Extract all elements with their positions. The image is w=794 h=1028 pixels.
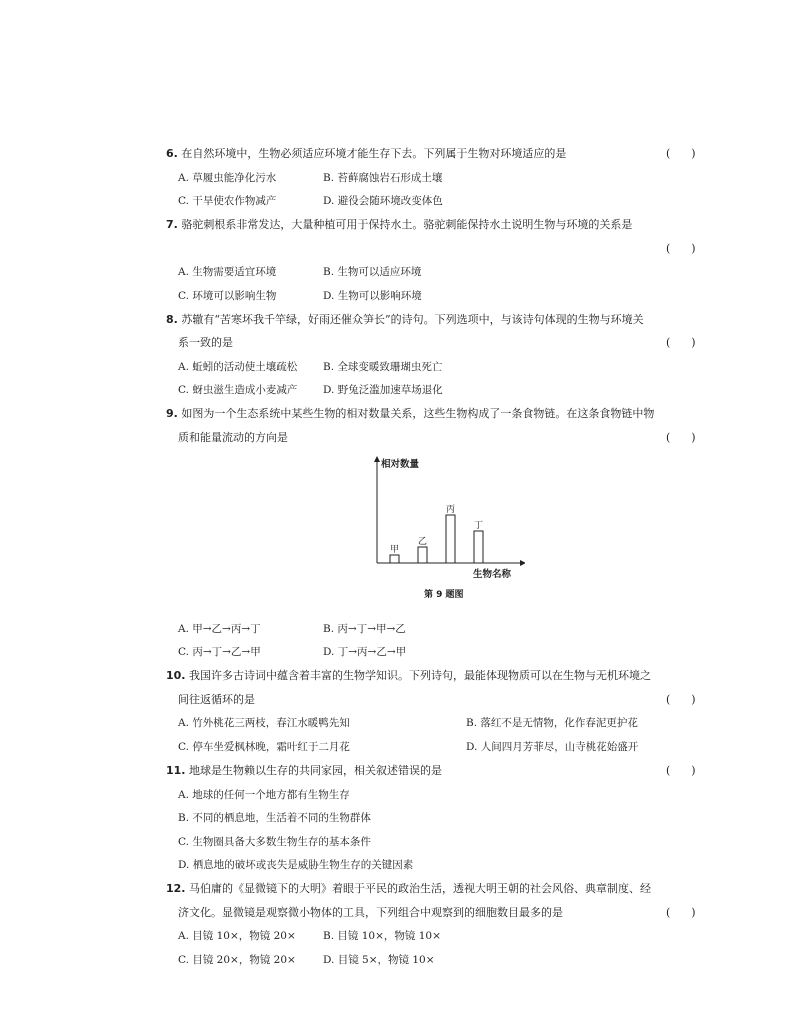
- question-7-stem: [166, 218, 632, 232]
- question-text-continued: 济文化。显微镜是观察微小物体的工具，下列组合中观察到的细胞数目最多的是: [178, 906, 563, 919]
- answer-bracket[interactable]: ( ): [666, 147, 696, 160]
- bar-label: 丙: [445, 505, 456, 515]
- x-axis-label: 生物名称: [473, 569, 512, 580]
- answer-bracket[interactable]: ( ): [666, 431, 696, 444]
- option-a[interactable]: A. 竹外桃花三两枝，春江水暖鸭先知: [178, 717, 350, 729]
- question-6-stem: [166, 147, 566, 161]
- option-b[interactable]: B. 苔藓腐蚀岩石形成土壤: [323, 172, 443, 184]
- option-a[interactable]: A. 目镜 10×，物镜 20×: [178, 930, 296, 942]
- question-text: 在自然环境中，生物必须适应环境才能生存下去。下列属于生物对环境适应的是: [181, 147, 567, 160]
- answer-bracket[interactable]: ( ): [666, 764, 696, 777]
- figure-caption: 第 9 题图: [424, 590, 464, 600]
- question-number: 10.: [166, 669, 186, 682]
- option-b[interactable]: B. 丙→丁→甲→乙: [323, 623, 406, 635]
- question-8-stem: [166, 313, 644, 327]
- option-d[interactable]: D. 野兔泛滥加速草场退化: [323, 384, 443, 396]
- option-a[interactable]: A. 地球的任何一个地方都有生物生存: [178, 789, 350, 801]
- option-c[interactable]: C. 生物圈具备大多数生物生存的基本条件: [178, 836, 371, 848]
- answer-bracket[interactable]: ( ): [666, 336, 696, 349]
- bar-2: [446, 515, 455, 563]
- answer-bracket[interactable]: ( ): [666, 242, 696, 255]
- question-number: 9.: [166, 407, 178, 420]
- option-c[interactable]: C. 停车坐爱枫林晚，霜叶红于二月花: [178, 741, 350, 753]
- option-b[interactable]: B. 落红不是无情物，化作春泥更护花: [466, 717, 638, 729]
- question-number: 7.: [166, 218, 178, 231]
- option-a[interactable]: A. 草履虫能净化污水: [178, 172, 277, 184]
- bar-0: [390, 555, 399, 563]
- question-text: 骆驼刺根系非常发达，大量种植可用于保持水土。骆驼刺能保持水土说明生物与环境的关系是: [181, 218, 633, 231]
- bar-3: [474, 531, 483, 563]
- option-a[interactable]: A. 蚯蚓的活动使土壤疏松: [178, 361, 298, 373]
- question-9-stem: [166, 407, 654, 421]
- question-text-continued: 间往返循环的是: [178, 693, 255, 706]
- option-c[interactable]: C. 丙→丁→乙→甲: [178, 646, 261, 658]
- option-b[interactable]: B. 全球变暖致珊瑚虫死亡: [323, 361, 443, 373]
- option-d[interactable]: D. 丁→丙→乙→甲: [323, 646, 407, 658]
- question-text: 苏辙有“苦寒坏我千竿绿，好雨还催众笋长”的诗句。下列选项中，与该诗句体现的生物与环境关: [181, 313, 644, 326]
- answer-bracket[interactable]: ( ): [666, 693, 696, 706]
- question-number: 8.: [166, 313, 178, 326]
- bar-label: 乙: [417, 537, 428, 547]
- option-b[interactable]: B. 目镜 10×，物镜 10×: [323, 930, 441, 942]
- option-a[interactable]: A. 甲→乙→丙→丁: [178, 623, 261, 635]
- bar-chart: [365, 455, 525, 605]
- question-number: 11.: [166, 764, 186, 777]
- question-text: 地球是生物赖以生存的共同家园，相关叙述错误的是: [189, 764, 442, 777]
- option-c[interactable]: C. 蚜虫滋生造成小麦减产: [178, 384, 298, 396]
- option-d[interactable]: D. 人间四月芳菲尽，山寺桃花始盛开: [466, 741, 639, 753]
- question-text-continued: 系一致的是: [178, 336, 233, 349]
- bars-group: [390, 504, 483, 563]
- option-b[interactable]: B. 生物可以适应环境: [323, 266, 422, 278]
- question-number: 12.: [166, 882, 186, 895]
- question-11-stem: [166, 764, 442, 778]
- option-d[interactable]: D. 避役会随环境改变体色: [323, 195, 443, 207]
- option-a[interactable]: A. 生物需要适宜环境: [178, 266, 277, 278]
- answer-bracket[interactable]: ( ): [666, 906, 696, 919]
- question-12-stem: [166, 882, 651, 896]
- question-number: 6.: [166, 147, 178, 160]
- question-text: 如图为一个生态系统中某些生物的相对数量关系，这些生物构成了一条食物链。在这条食物链中物: [181, 407, 655, 420]
- question-text: 我国许多古诗词中蕴含着丰富的生物学知识。下列诗句，最能体现物质可以在生物与无机环境之: [189, 669, 651, 682]
- question-text-continued: 质和能量流动的方向是: [178, 431, 288, 444]
- option-c[interactable]: C. 目镜 20×，物镜 20×: [178, 954, 296, 966]
- option-d[interactable]: D. 生物可以影响环境: [323, 290, 422, 302]
- question-10-stem: [166, 669, 651, 683]
- y-axis-label: 相对数量: [381, 459, 420, 470]
- bar-1: [418, 547, 427, 563]
- option-b[interactable]: B. 不同的栖息地，生活着不同的生物群体: [178, 812, 371, 824]
- question-text: 马伯庸的《显微镜下的大明》着眼于平民的政治生活，透视大明王朝的社会风俗、典章制度、经: [189, 882, 651, 895]
- option-d[interactable]: D. 目镜 5×，物镜 10×: [323, 954, 435, 966]
- option-c[interactable]: C. 干旱使农作物减产: [178, 195, 277, 207]
- option-d[interactable]: D. 栖息地的破坏或丧失是威胁生物生存的关键因素: [178, 859, 414, 871]
- bar-label: 甲: [389, 545, 400, 555]
- bar-label: 丁: [473, 521, 484, 531]
- option-c[interactable]: C. 环境可以影响生物: [178, 290, 277, 302]
